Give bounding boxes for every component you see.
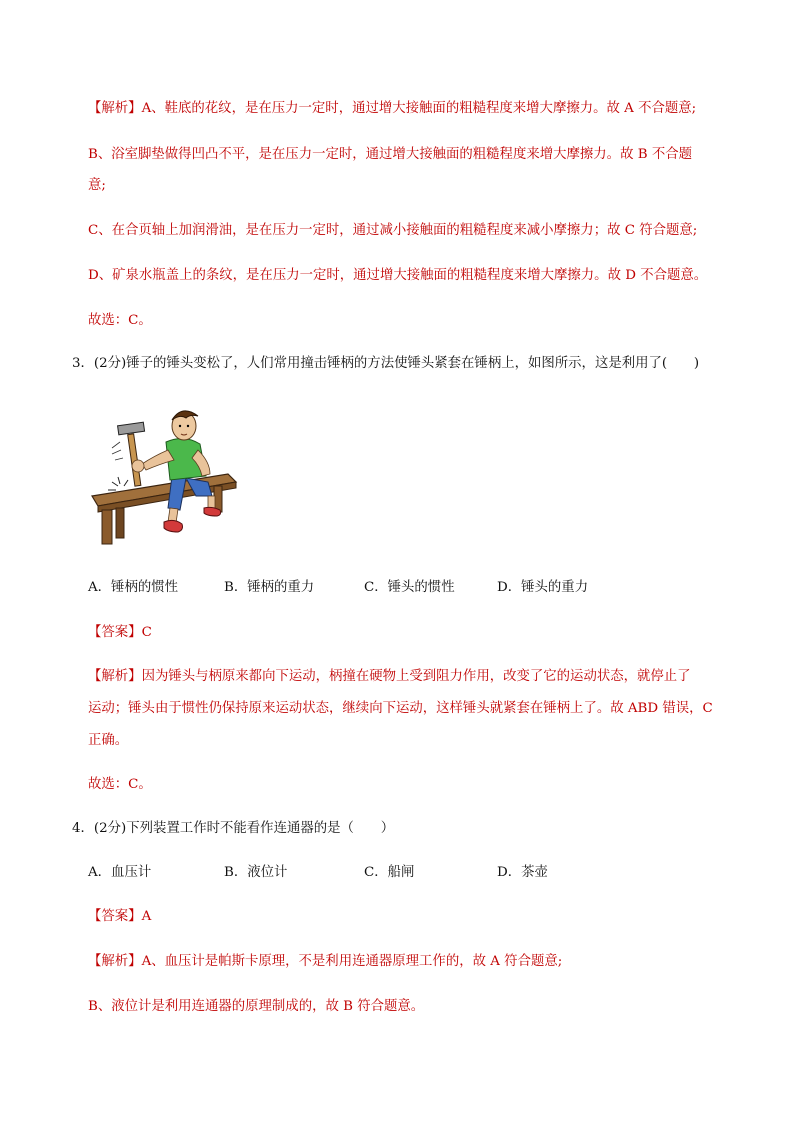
q2-analysis-c-line: C、在合页轴上加润滑油，是在压力一定时，通过减小接触面的粗糙程度来减小摩擦力；故 C 符合题意;: [88, 223, 698, 238]
q4-answer-tag: 【答案】: [88, 909, 142, 924]
q3-answer-tag: 【答案】: [88, 625, 142, 640]
q3-answer-value: C: [141, 625, 152, 640]
q2-analysis-b-line1: B、浴室脚垫做得凹凸不平，是在压力一定时，通过增大接触面的粗糙程度来增大摩擦力。故 B 不合题: [88, 147, 692, 162]
q3-answer: [88, 624, 152, 642]
q4-analysis-line2: B、液位计是利用连通器的原理制成的，故 B 符合题意。: [88, 999, 425, 1014]
q4-analysis-text1: A、血压计是帕斯卡原理，不是利用连通器原理工作的，故 A 符合题意;: [141, 954, 563, 969]
q3-analysis-text1: 因为锤头与柄原来都向下运动，柄撞在硬物上受到阻力作用，改变了它的运动状态，就停止了: [141, 669, 691, 684]
q3-option-b: B．锤柄的重力: [224, 580, 315, 595]
q3-option-c: C．锤头的惯性: [364, 580, 455, 595]
q4-answer: [88, 908, 151, 926]
q4-option-b: B．液位计: [224, 865, 288, 880]
man-hammering-icon: [88, 398, 238, 548]
q3-analysis-line1: [88, 668, 691, 686]
q2-analysis-d-line: D、矿泉水瓶盖上的条纹，是在压力一定时，通过增大接触面的粗糙程度来增大摩擦力。故 D 不合题意。: [88, 268, 708, 283]
q4-stem: 4．(2分)下列装置工作时不能看作连通器的是（ ）: [72, 821, 395, 836]
q3-stem: 3．(2分)锤子的锤头变松了，人们常用撞击锤柄的方法使锤头紧套在锤柄上，如图所示，这是利用了( ): [72, 356, 700, 371]
q3-choice: 故选：C。: [88, 777, 152, 792]
q4-analysis-line1: [88, 953, 562, 971]
q2-analysis-a-text: A、鞋底的花纹，是在压力一定时，通过增大接触面的粗糙程度来增大摩擦力。故 A 不合题意;: [141, 101, 697, 116]
q4-option-c: C．船闸: [364, 865, 415, 880]
q3-analysis-tag: 【解析】: [88, 669, 142, 684]
q3-option-a: A．锤柄的惯性: [88, 580, 179, 595]
q4-answer-value: A: [141, 909, 152, 924]
q2-analysis-tag: 【解析】: [88, 101, 142, 116]
q4-option-a: A．血压计: [88, 865, 152, 880]
q3-option-d: D．锤头的重力: [497, 580, 589, 595]
q4-option-d: D．茶壶: [497, 865, 548, 880]
q2-analysis-b-line2: 意;: [88, 178, 106, 193]
q3-analysis-line2: 运动；锤头由于惯性仍保持原来运动状态，继续向下运动，这样锤头就紧套在锤柄上了。故 ABD 错误，C: [88, 701, 713, 716]
q4-analysis-tag: 【解析】: [88, 954, 142, 969]
q2-analysis-line-a: [88, 100, 696, 118]
q3-analysis-line3: 正确。: [88, 733, 129, 748]
hammer-illustration: [88, 398, 238, 548]
q2-choice: 故选：C。: [88, 313, 152, 328]
